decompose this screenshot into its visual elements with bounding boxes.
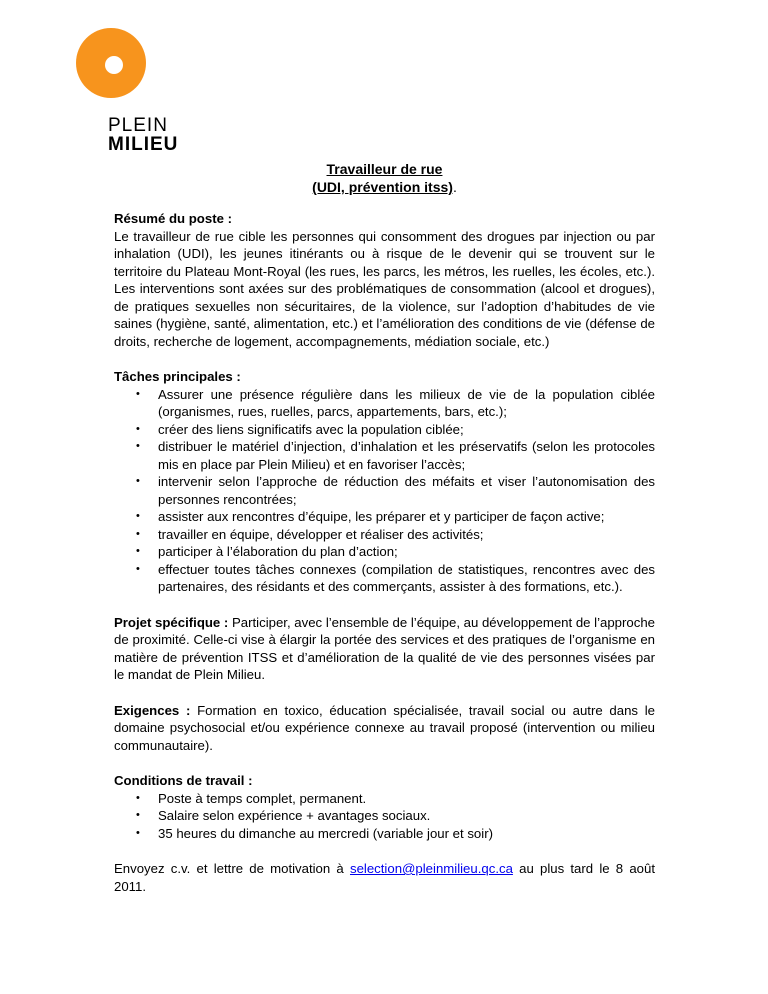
exigences-heading: Exigences : [114,702,191,718]
title-line2: (UDI, prévention itss) [312,179,453,195]
resume-heading: Résumé du poste : [114,211,232,226]
projet-heading: Projet spécifique : [114,614,229,630]
list-item: • Poste à temps complet, permanent. [158,790,655,808]
logo-text-plein: PLEIN [108,115,168,136]
resume-section [114,210,655,350]
contact-section [114,860,655,895]
contact-text-before: Envoyez c.v. et lettre de motivation à [114,861,350,876]
page-title [114,160,655,196]
exigences-text: Formation en toxico, éducation spécialisée, travail social ou autre dans le domaine psychosocial et/ou expérience connexe au travail proposé (intervention ou milieu communautaire). [114,702,655,753]
projet-text: Participer, avec l’ensemble de l’équipe, au développement de l’approche de proximité. Celle-ci vise à élargir la portée des services et des pratiques de l’organisme en matière de prévention ITSS et d’amélioration de la qualité de vie des personnes visées par le mandat de Plein Milieu. [114,614,656,682]
logo-text-milieu: MILIEU [108,134,179,155]
exigences-section [114,702,655,755]
list-item: • travailler en équipe, développer et réaliser des activités; [158,526,655,544]
resume-text: Le travailleur de rue cible les personnes qui consomment des drogues par injection ou par inhalation (UDI), les jeunes itinérants ou à risque de le devenir qui se trouvent sur le territoire du Plateau Mont-Royal (les rues, les parcs, les métros, les ruelles, les écoles, etc.). Les interventions sont axées sur des problématiques de consommation (alcool et drogues), de pratiques sexuelles non sécuritaires, de la violence, sur l’adoption d’habitudes de vie saines (hygiène, santé, alimentation, etc.) et l’amélioration des conditions de vie (défense de droits, recherche de logement, accompagnements, médiation sociale, etc.) [114,228,655,349]
list-item: • 35 heures du dimanche au mercredi (variable jour et soir) [158,825,655,843]
projet-section [114,614,655,684]
list-item: • créer des liens significatifs avec la population ciblée; [158,421,655,439]
title-line2-suffix: . [452,179,457,195]
list-item: • Assurer une présence régulière dans les milieux de vie de la population ciblée (organismes, rues, ruelles, parcs, appartements, bars, etc.); [158,386,655,421]
contact-text-after: au plus tard le 8 août 2011. [114,861,656,894]
list-item: • assister aux rencontres d’équipe, les préparer et y participer de façon active; [158,508,655,526]
title-line1: Travailleur de rue [326,161,443,177]
list-item: • distribuer le matériel d’injection, d’inhalation et les préservatifs (selon les protocoles mis en place par Plein Milieu) et en favoriser l’accès; [158,438,655,473]
list-item: • participer à l’élaboration du plan d’action; [158,543,655,561]
list-item: • intervenir selon l’approche de réduction des méfaits et viser l’autonomisation des personnes rencontrées; [158,473,655,508]
conditions-heading: Conditions de travail : [114,773,253,788]
conditions-list [114,790,655,843]
email-link[interactable]: selection@pleinmilieu.qc.ca [349,861,513,876]
taches-heading: Tâches principales : [114,369,241,384]
document-body [114,210,655,913]
taches-list [114,386,655,596]
list-item: • effectuer toutes tâches connexes (compilation de statistiques, rencontres avec des partenaires, des résidants et des commerçants, assister à des formations, etc.). [158,561,655,596]
list-item: • Salaire selon expérience + avantages sociaux. [158,807,655,825]
plein-milieu-logo-icon [76,28,146,98]
